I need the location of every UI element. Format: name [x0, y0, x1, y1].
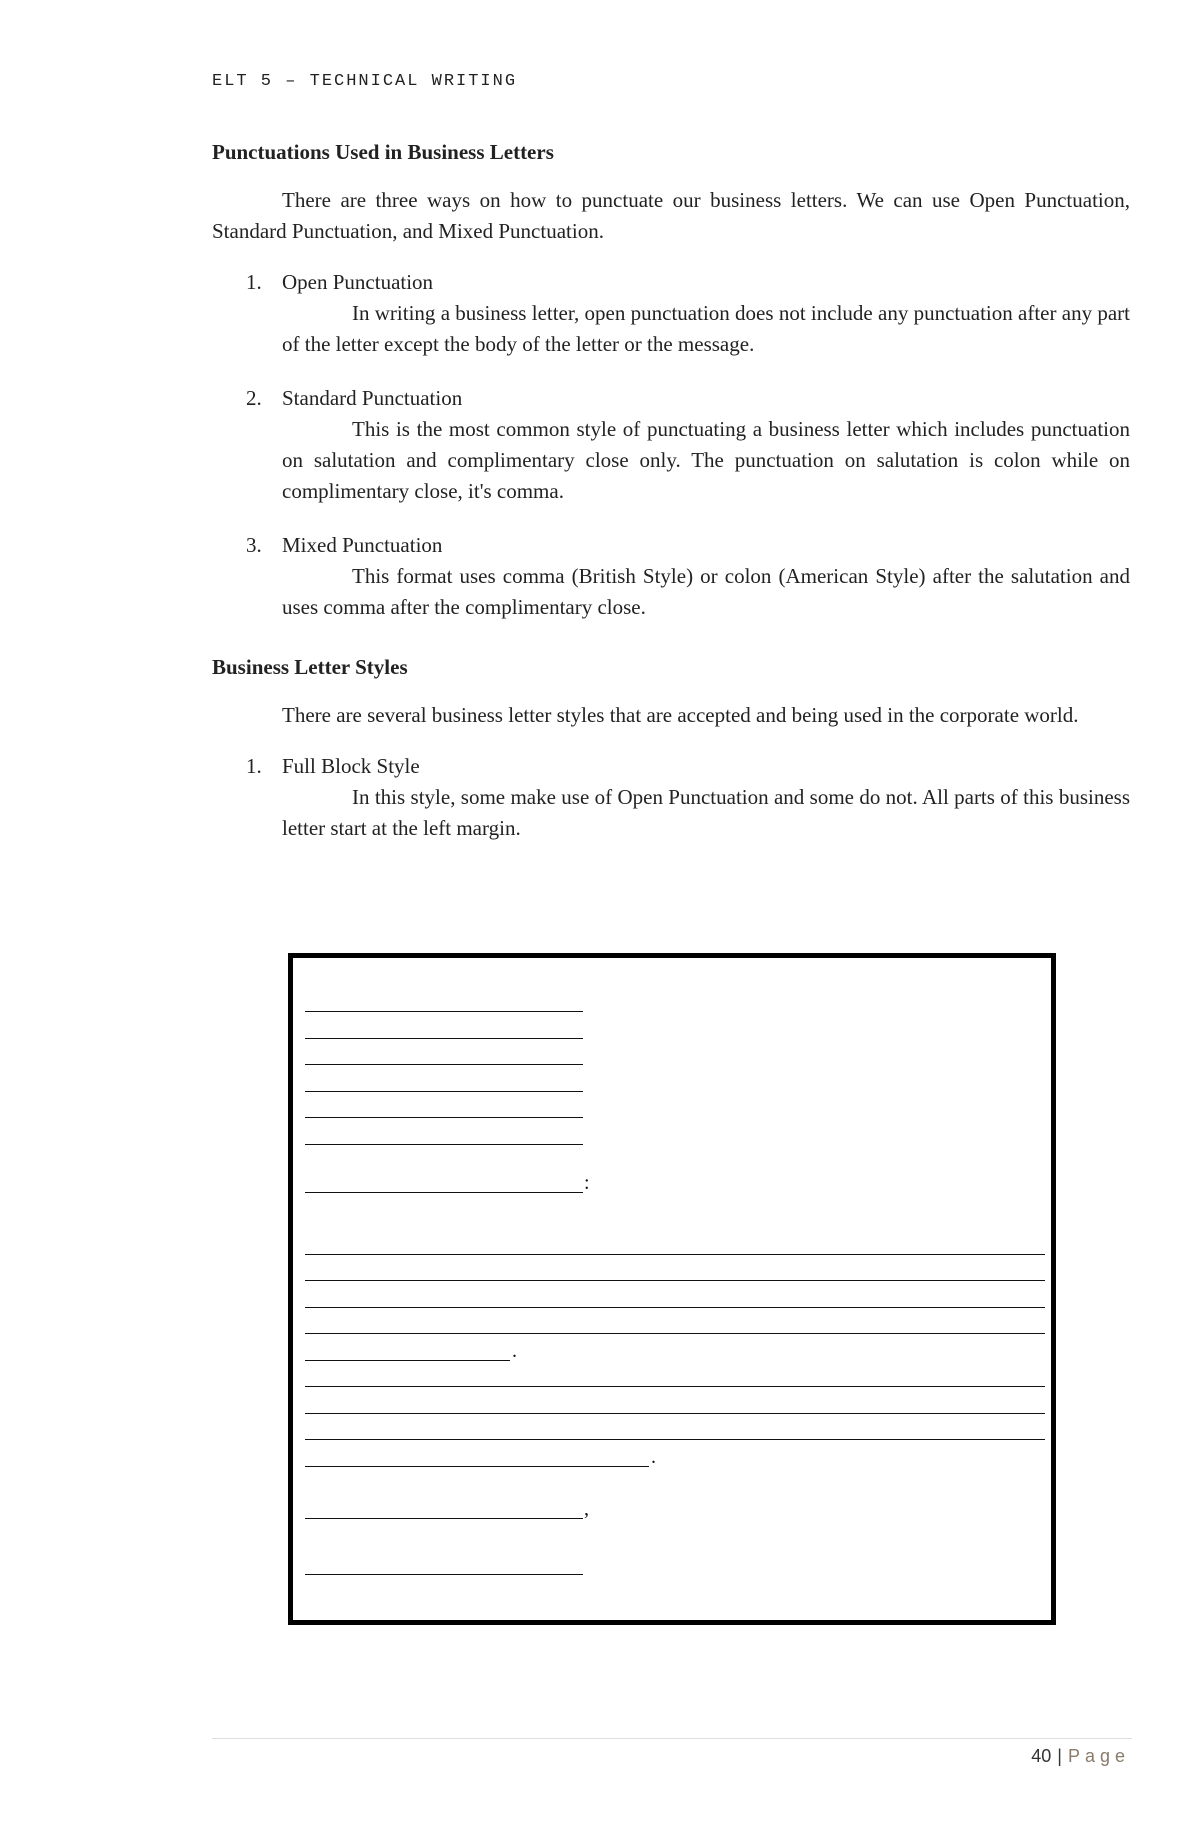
address-line [305, 1064, 583, 1065]
body-line [305, 1386, 1045, 1387]
body-line [305, 1413, 1045, 1414]
running-header: ELT 5 – TECHNICAL WRITING [212, 72, 518, 91]
section-title-letter-styles: Business Letter Styles [212, 655, 408, 679]
body-line [305, 1307, 1045, 1308]
list-number: 2. [246, 386, 262, 410]
para1-period: . [512, 1340, 517, 1362]
footer-divider [212, 1738, 1132, 1739]
address-line [305, 1144, 583, 1145]
list-number: 3. [246, 533, 262, 557]
page-label: Page [1067, 1746, 1130, 1766]
footer-separator: | [1057, 1746, 1062, 1766]
closing-line [305, 1518, 583, 1519]
list-item-text: In writing a business letter, open punctuation does not include any punctuation after any part of the letter except the body of the letter or the message. [282, 301, 1130, 356]
page-number: 40 [1031, 1746, 1052, 1766]
list-item-text: This is the most common style of punctuating a business letter which includes punctuation on salutation and complimentary close only. The punctuation on salutation is colon while on complimentary close, it's comma. [282, 417, 1130, 503]
list-item-open-punctuation [246, 267, 1130, 360]
address-line [305, 1038, 583, 1039]
list-item-full-block-style [246, 751, 1130, 844]
list-item-standard-punctuation [246, 383, 1130, 507]
page-content [212, 140, 1130, 844]
section1-intro: There are three ways on how to punctuate our business letters. We can use Open Punctuation, Standard Punctuation, and Mixed Punctuation. [212, 188, 1130, 243]
section-title-punctuations: Punctuations Used in Business Letters [212, 140, 554, 164]
list-number: 1. [246, 270, 262, 294]
list-item-text: In this style, some make use of Open Punctuation and some do not. All parts of this business letter start at the left margin. [282, 785, 1130, 840]
list-item-title: Standard Punctuation [282, 386, 463, 410]
list-item-title: Open Punctuation [282, 270, 434, 294]
list-item-mixed-punctuation [246, 530, 1130, 623]
closing-comma: , [584, 1498, 589, 1520]
address-line [305, 1091, 583, 1092]
list-number: 1. [246, 754, 262, 778]
signature-line [305, 1574, 583, 1575]
full-block-letter-diagram [288, 953, 1056, 1625]
body-line [305, 1333, 1045, 1334]
list-item-title: Mixed Punctuation [282, 533, 443, 557]
body-line [305, 1254, 1045, 1255]
page-footer [1031, 1746, 1130, 1767]
salutation-colon: : [584, 1172, 590, 1194]
section2-intro: There are several business letter styles that are accepted and being used in the corporate world. [282, 703, 1079, 727]
list-item-text: This format uses comma (British Style) or colon (American Style) after the salutation and uses comma after the complimentary close. [282, 564, 1130, 619]
address-line [305, 1011, 583, 1012]
salutation-line [305, 1192, 583, 1193]
body-line [305, 1280, 1045, 1281]
body-line [305, 1360, 510, 1361]
address-line [305, 1117, 583, 1118]
body-line [305, 1466, 649, 1467]
list-item-title: Full Block Style [282, 754, 420, 778]
para2-period: . [651, 1446, 656, 1468]
body-line [305, 1439, 1045, 1440]
